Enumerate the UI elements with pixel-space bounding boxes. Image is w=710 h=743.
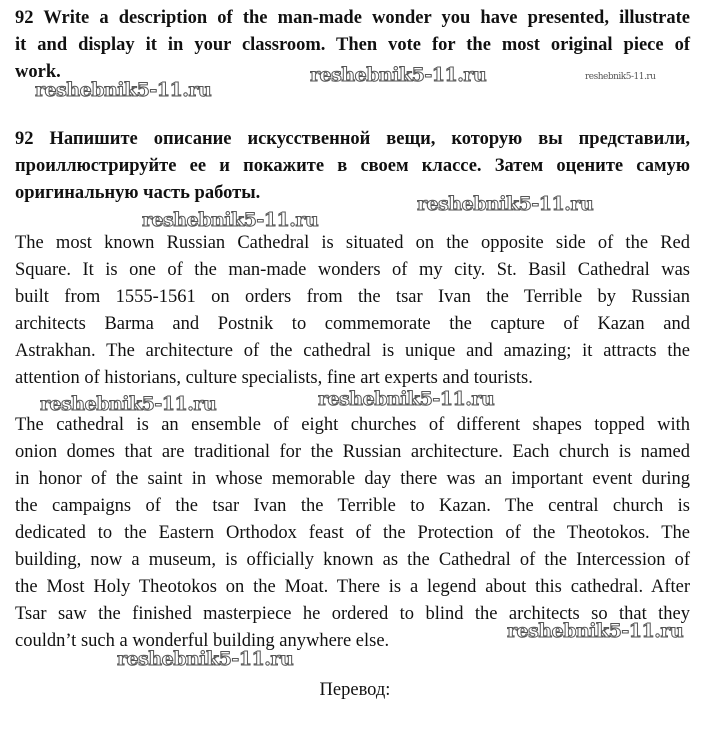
watermark: reshebnik5-11.ru [35,79,212,101]
paragraph-line: built from 1555-1561 on orders from the tsar Ivan the Terrible by Russian [15,287,690,307]
paragraph-line: dedicated to the Eastern Orthodox feast of the Protection of the Theotokos. The [15,523,690,543]
task-en-line: 92 Write a description of the man-made wonder you have presented, illustrate [15,8,690,28]
paragraph-line: the Most Holy Theotokos on the Moat. There is a legend about this cathedral. After [15,577,690,597]
watermark: reshebnik5-11.ru [585,72,656,82]
translation-heading: Перевод: [319,680,391,700]
watermark: reshebnik5-11.ru [40,393,217,415]
paragraph-line: Astrakhan. The architecture of the cathedral is unique and amazing; it attracts the [15,341,690,361]
watermark: reshebnik5-11.ru [318,388,495,410]
paragraph-line: attention of historians, culture specialists, fine art experts and tourists. [15,368,533,388]
task-en-line: it and display it in your classroom. Then vote for the most original piece of [15,35,690,55]
task-en-line: work. [15,62,61,82]
paragraph-line: building, now a museum, is officially known as the Cathedral of the Intercession of [15,550,690,570]
watermark: reshebnik5-11.ru [417,193,594,215]
paragraph-line: the campaigns of the tsar Ivan the Terrible to Kazan. The central church is [15,496,690,516]
paragraph-line: Tsar saw the finished masterpiece he ordered to blind the architects so that they [15,604,690,624]
task-ru-line: 92 Напишите описание искусственной вещи, которую вы представили, [15,129,690,149]
watermark: reshebnik5-11.ru [507,620,684,642]
watermark: reshebnik5-11.ru [142,209,319,231]
paragraph-line: The most known Russian Cathedral is situated on the opposite side of the Red [15,233,690,253]
paragraph-line: couldn’t such a wonderful building anywhere else. [15,631,390,651]
watermark: reshebnik5-11.ru [117,648,294,670]
paragraph-line: architects Barma and Postnik to commemorate the capture of Kazan and [15,314,690,334]
paragraph-line: in honor of the saint in whose memorable day there was an important event during [15,469,690,489]
paragraph-line: onion domes that are traditional for the Russian architecture. Each church is named [15,442,690,462]
watermark: reshebnik5-11.ru [310,64,487,86]
paragraph-line: Square. It is one of the man-made wonders of my city. St. Basil Cathedral was [15,260,690,280]
task-ru-line: проиллюстрируйте ее и покажите в своем классе. Затем оцените самую [15,156,690,176]
paragraph-line: The cathedral is an ensemble of eight churches of different shapes topped with [15,415,690,435]
task-ru-line: оригинальную часть работы. [15,183,261,203]
